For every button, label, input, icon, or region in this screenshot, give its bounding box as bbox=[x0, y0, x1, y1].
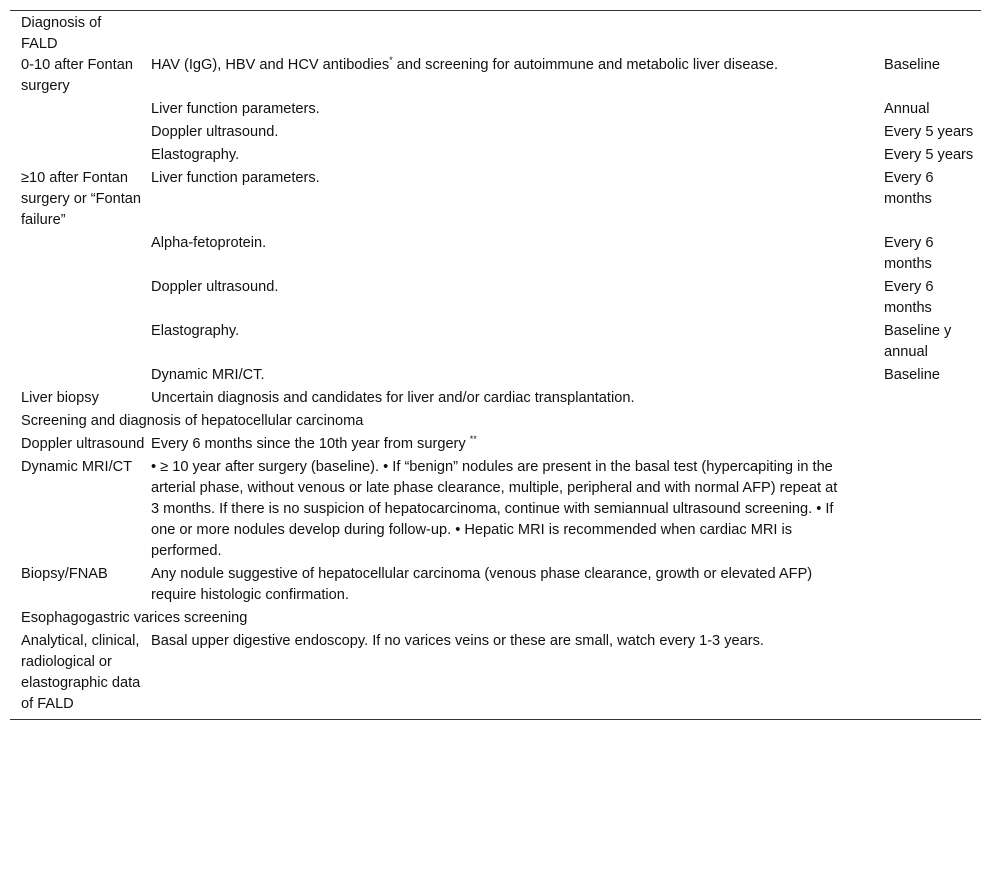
row-test: Doppler ultrasound. bbox=[151, 124, 279, 140]
table-row bbox=[10, 365, 981, 386]
row-test: • ≥ 10 year after surgery (baseline). • If “benign” nodules are present in the basal test (hypercapiting in the arterial phase, without venous or late phase clearance, multiple, peripheral and with normal AFP) repeat at 3 months. If there is no suspicion of hepatocarcinoma, continue with semiannual ultrasound screening. • If one or more nodules develop during follow-up. • Hepatic MRI is recommended when cardiac MRI is performed. bbox=[151, 459, 838, 559]
table-row bbox=[10, 564, 981, 606]
row-frequency: Every 5 years bbox=[884, 147, 974, 163]
row-test: Any nodule suggestive of hepatocellular carcinoma (venous phase clearance, growth or elevated AFP) require histologic confirmation. bbox=[151, 566, 813, 603]
row-label: Dynamic MRI/CT bbox=[21, 459, 133, 475]
section-heading: Screening and diagnosis of hepatocellular carcinoma bbox=[21, 413, 364, 429]
row-test: Elastography. bbox=[151, 323, 240, 339]
table-row bbox=[10, 631, 981, 719]
section-heading-row bbox=[10, 11, 981, 55]
section-heading-row bbox=[10, 608, 981, 629]
row-frequency: Baseline y annual bbox=[884, 323, 952, 360]
table-row bbox=[10, 233, 981, 275]
table-row bbox=[10, 55, 981, 97]
row-test: Doppler ultrasound. bbox=[151, 279, 279, 295]
row-test: Alpha-fetoprotein. bbox=[151, 235, 267, 251]
table-row bbox=[10, 321, 981, 363]
row-label: ≥10 after Fontan surgery or “Fontan failure” bbox=[21, 170, 142, 228]
table-row bbox=[10, 277, 981, 319]
row-test: Uncertain diagnosis and candidates for liver and/or cardiac transplantation. bbox=[151, 390, 635, 406]
row-test: Elastography. bbox=[151, 147, 240, 163]
row-label: Liver biopsy bbox=[21, 390, 99, 406]
table-row bbox=[10, 388, 981, 409]
row-frequency: Baseline bbox=[884, 367, 940, 383]
row-label: Biopsy/FNAB bbox=[21, 566, 108, 582]
fald-table bbox=[10, 10, 981, 720]
row-test: Liver function parameters. bbox=[151, 170, 320, 186]
row-frequency: Baseline bbox=[884, 57, 940, 73]
table-row bbox=[10, 122, 981, 143]
section-heading-row bbox=[10, 411, 981, 432]
row-frequency: Every 6 months bbox=[884, 235, 934, 272]
row-test: HAV (IgG), HBV and HCV antibodies* and screening for autoimmune and metabolic liver disease. bbox=[151, 55, 779, 73]
table-row bbox=[10, 145, 981, 166]
row-test: Dynamic MRI/CT. bbox=[151, 367, 265, 383]
row-frequency: Annual bbox=[884, 101, 930, 117]
row-test: Every 6 months since the 10th year from surgery ** bbox=[151, 434, 477, 452]
row-frequency: Every 6 months bbox=[884, 279, 934, 316]
table-row bbox=[10, 99, 981, 120]
row-label: 0-10 after Fontan surgery bbox=[21, 57, 133, 94]
table-row bbox=[10, 434, 981, 455]
table-row bbox=[10, 457, 981, 562]
row-label: Analytical, clinical, radiological or elastographic data of FALD bbox=[21, 633, 141, 712]
table-row bbox=[10, 168, 981, 231]
row-frequency: Every 5 years bbox=[884, 124, 974, 140]
row-frequency: Every 6 months bbox=[884, 170, 934, 207]
section-heading: Esophagogastric varices screening bbox=[21, 610, 248, 626]
row-test: Basal upper digestive endoscopy. If no varices veins or these are small, watch every 1-3 years. bbox=[151, 633, 764, 649]
row-test: Liver function parameters. bbox=[151, 101, 320, 117]
row-label: Doppler ultrasound bbox=[21, 436, 145, 452]
section-heading: Diagnosis of FALD bbox=[21, 15, 102, 52]
